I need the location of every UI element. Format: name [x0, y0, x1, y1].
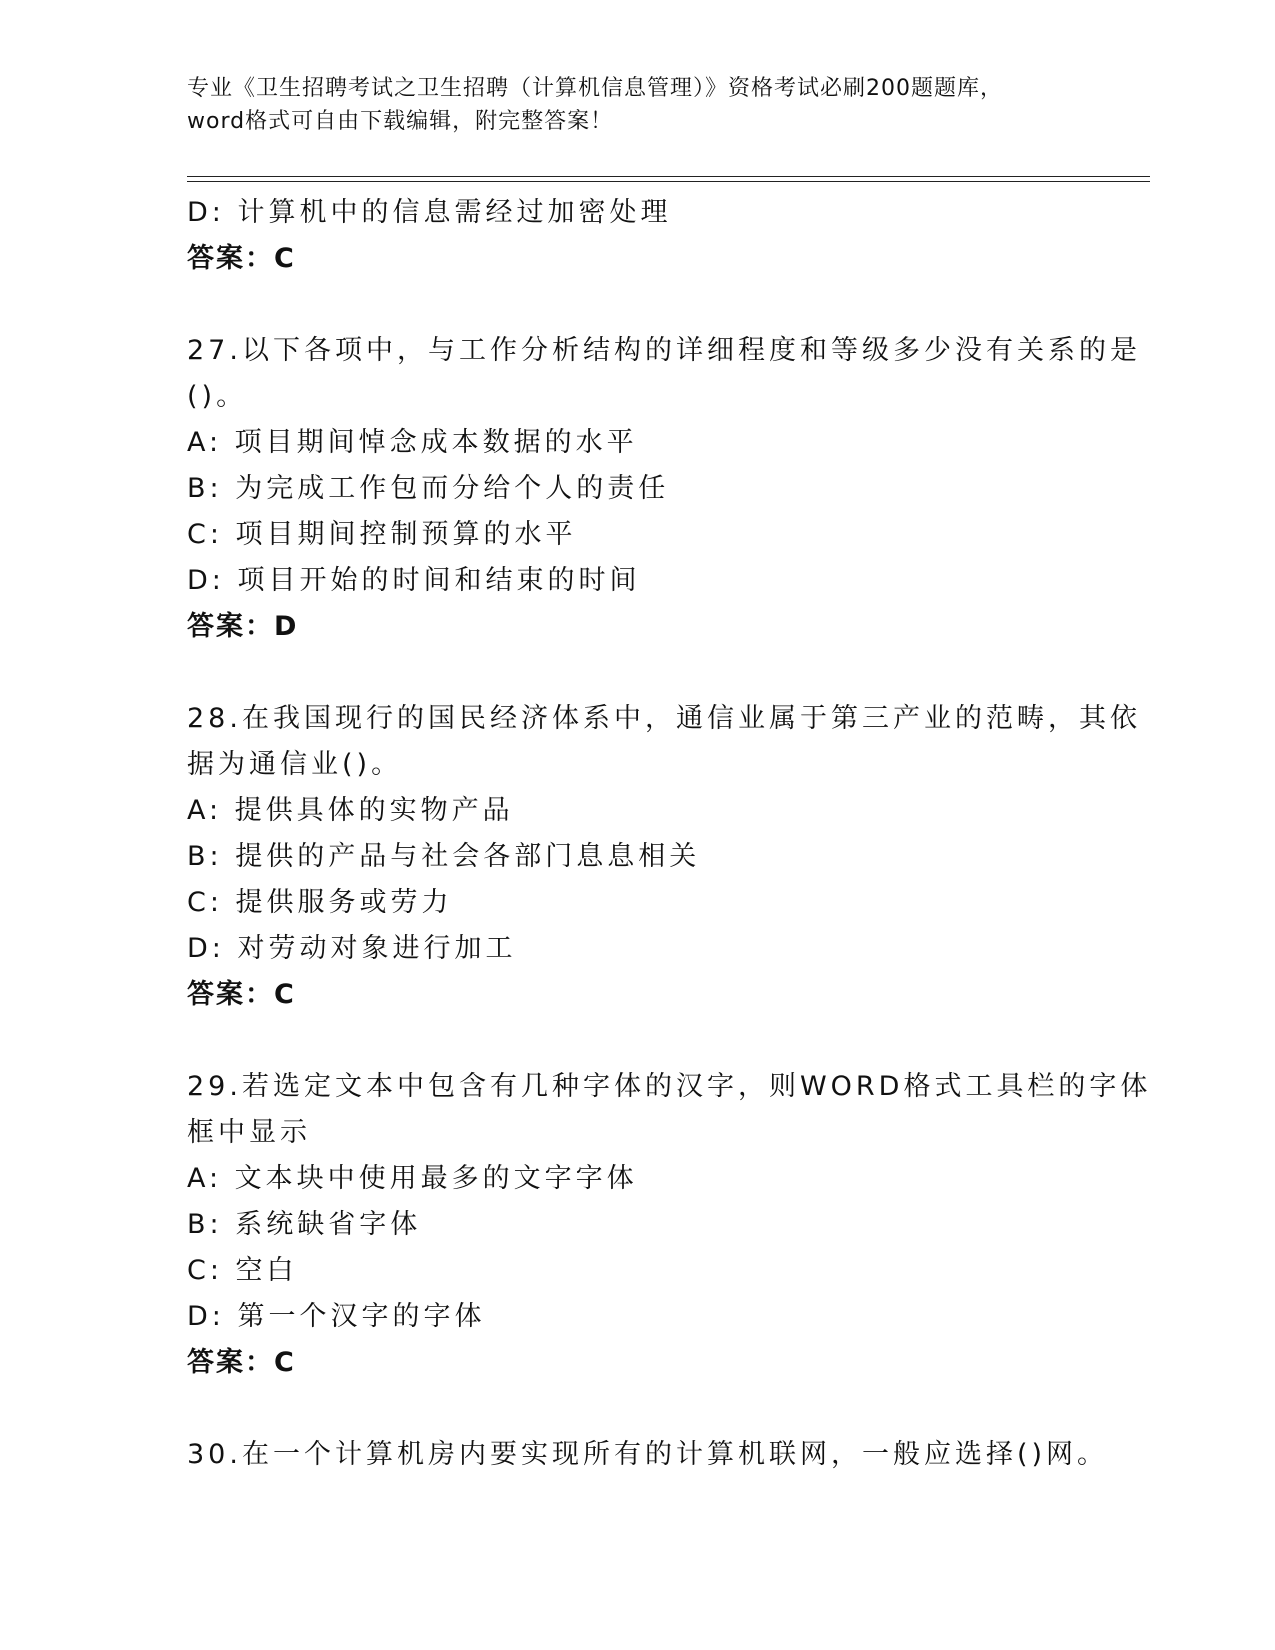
q27-option-a: A: 项目期间悼念成本数据的水平: [187, 427, 638, 458]
header-line-2: word格式可自由下载编辑，附完整答案！: [187, 109, 614, 134]
document-header: [187, 72, 1087, 138]
header-divider-top: [187, 176, 1150, 177]
spacer: [187, 282, 1087, 328]
question-28: [187, 696, 1141, 1018]
question-26-tail: [187, 190, 1087, 282]
q29-option-d: D: 第一个汉字的字体: [187, 1301, 486, 1332]
question-27: [187, 328, 1141, 650]
q27-stem-line-2: ()。: [187, 381, 248, 412]
header-divider-bottom: [187, 181, 1150, 182]
q27-option-b: B: 为完成工作包而分给个人的责任: [187, 473, 670, 504]
q28-option-c: C: 提供服务或劳力: [187, 887, 453, 918]
spacer: [187, 650, 1087, 696]
spacer: [187, 1018, 1087, 1064]
q29-answer: 答案：C: [187, 1347, 296, 1378]
q28-answer: 答案：C: [187, 979, 296, 1010]
q27-answer: 答案：D: [187, 611, 299, 642]
q27-stem-line-1: 27.以下各项中，与工作分析结构的详细程度和等级多少没有关系的是: [187, 335, 1141, 366]
q26-option-d: D: 计算机中的信息需经过加密处理: [187, 197, 672, 228]
q28-option-b: B: 提供的产品与社会各部门息息相关: [187, 841, 701, 872]
spacer: [187, 1386, 1087, 1432]
document-body: [187, 190, 1152, 1478]
q29-option-a: A: 文本块中使用最多的文字字体: [187, 1163, 638, 1194]
q28-option-a: A: 提供具体的实物产品: [187, 795, 514, 826]
q28-stem-line-2: 据为通信业()。: [187, 749, 403, 780]
header-line-1: 专业《卫生招聘考试之卫生招聘（计算机信息管理）》资格考试必刷200题题库，: [187, 76, 1003, 101]
q26-answer: 答案：C: [187, 243, 296, 274]
q29-option-c: C: 空白: [187, 1255, 298, 1286]
q27-option-c: C: 项目期间控制预算的水平: [187, 519, 577, 550]
q28-option-d: D: 对劳动对象进行加工: [187, 933, 517, 964]
q30-stem-line-1: 30.在一个计算机房内要实现所有的计算机联网，一般应选择()网。: [187, 1439, 1109, 1470]
question-29: [187, 1064, 1152, 1386]
q29-stem-line-1: 29.若选定文本中包含有几种字体的汉字，则WORD格式工具栏的字体: [187, 1071, 1152, 1102]
q28-stem-line-1: 28.在我国现行的国民经济体系中，通信业属于第三产业的范畴，其依: [187, 703, 1141, 734]
q29-stem-line-2: 框中显示: [187, 1117, 311, 1148]
q27-option-d: D: 项目开始的时间和结束的时间: [187, 565, 641, 596]
q29-option-b: B: 系统缺省字体: [187, 1209, 422, 1240]
question-30: [187, 1432, 1109, 1478]
